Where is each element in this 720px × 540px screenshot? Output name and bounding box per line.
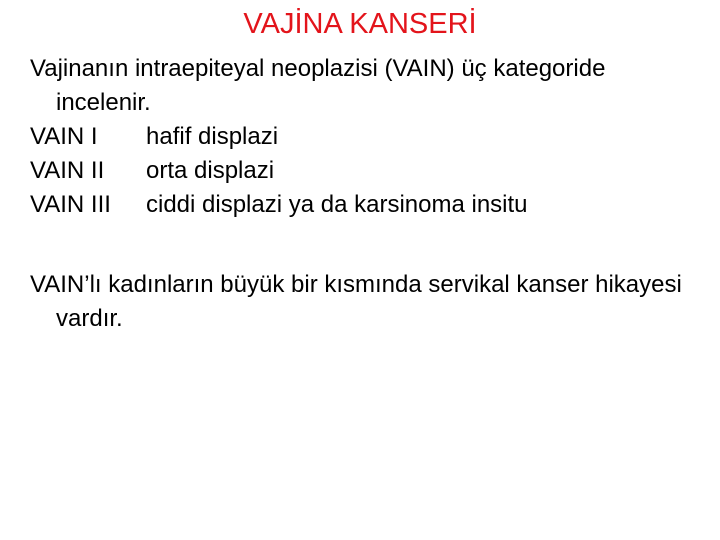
vain-grade-description: hafif displazi [146, 123, 279, 150]
vain-grade-label: VAIN II [30, 157, 105, 184]
vain-grade-description: orta displazi [146, 157, 275, 184]
vain-grade-description: ciddi displazi ya da karsinoma insitu [146, 191, 528, 218]
note-paragraph: VAIN’lı kadınların büyük bir kısmında servikal kanser hikayesi vardır. [30, 271, 682, 332]
intro-paragraph: Vajinanın intraepiteyal neoplazisi (VAIN) üç kategoride incelenir. [30, 55, 606, 116]
paragraph-spacer [30, 222, 700, 268]
vain-category-row [30, 120, 700, 154]
vain-grade-label: VAIN III [30, 191, 111, 218]
vain-category-row [30, 154, 700, 188]
slide-body [30, 52, 700, 336]
vain-grade-label: VAIN I [30, 123, 98, 150]
vain-category-row [30, 188, 700, 222]
slide-title: VAJİNA KANSERİ [243, 8, 477, 40]
